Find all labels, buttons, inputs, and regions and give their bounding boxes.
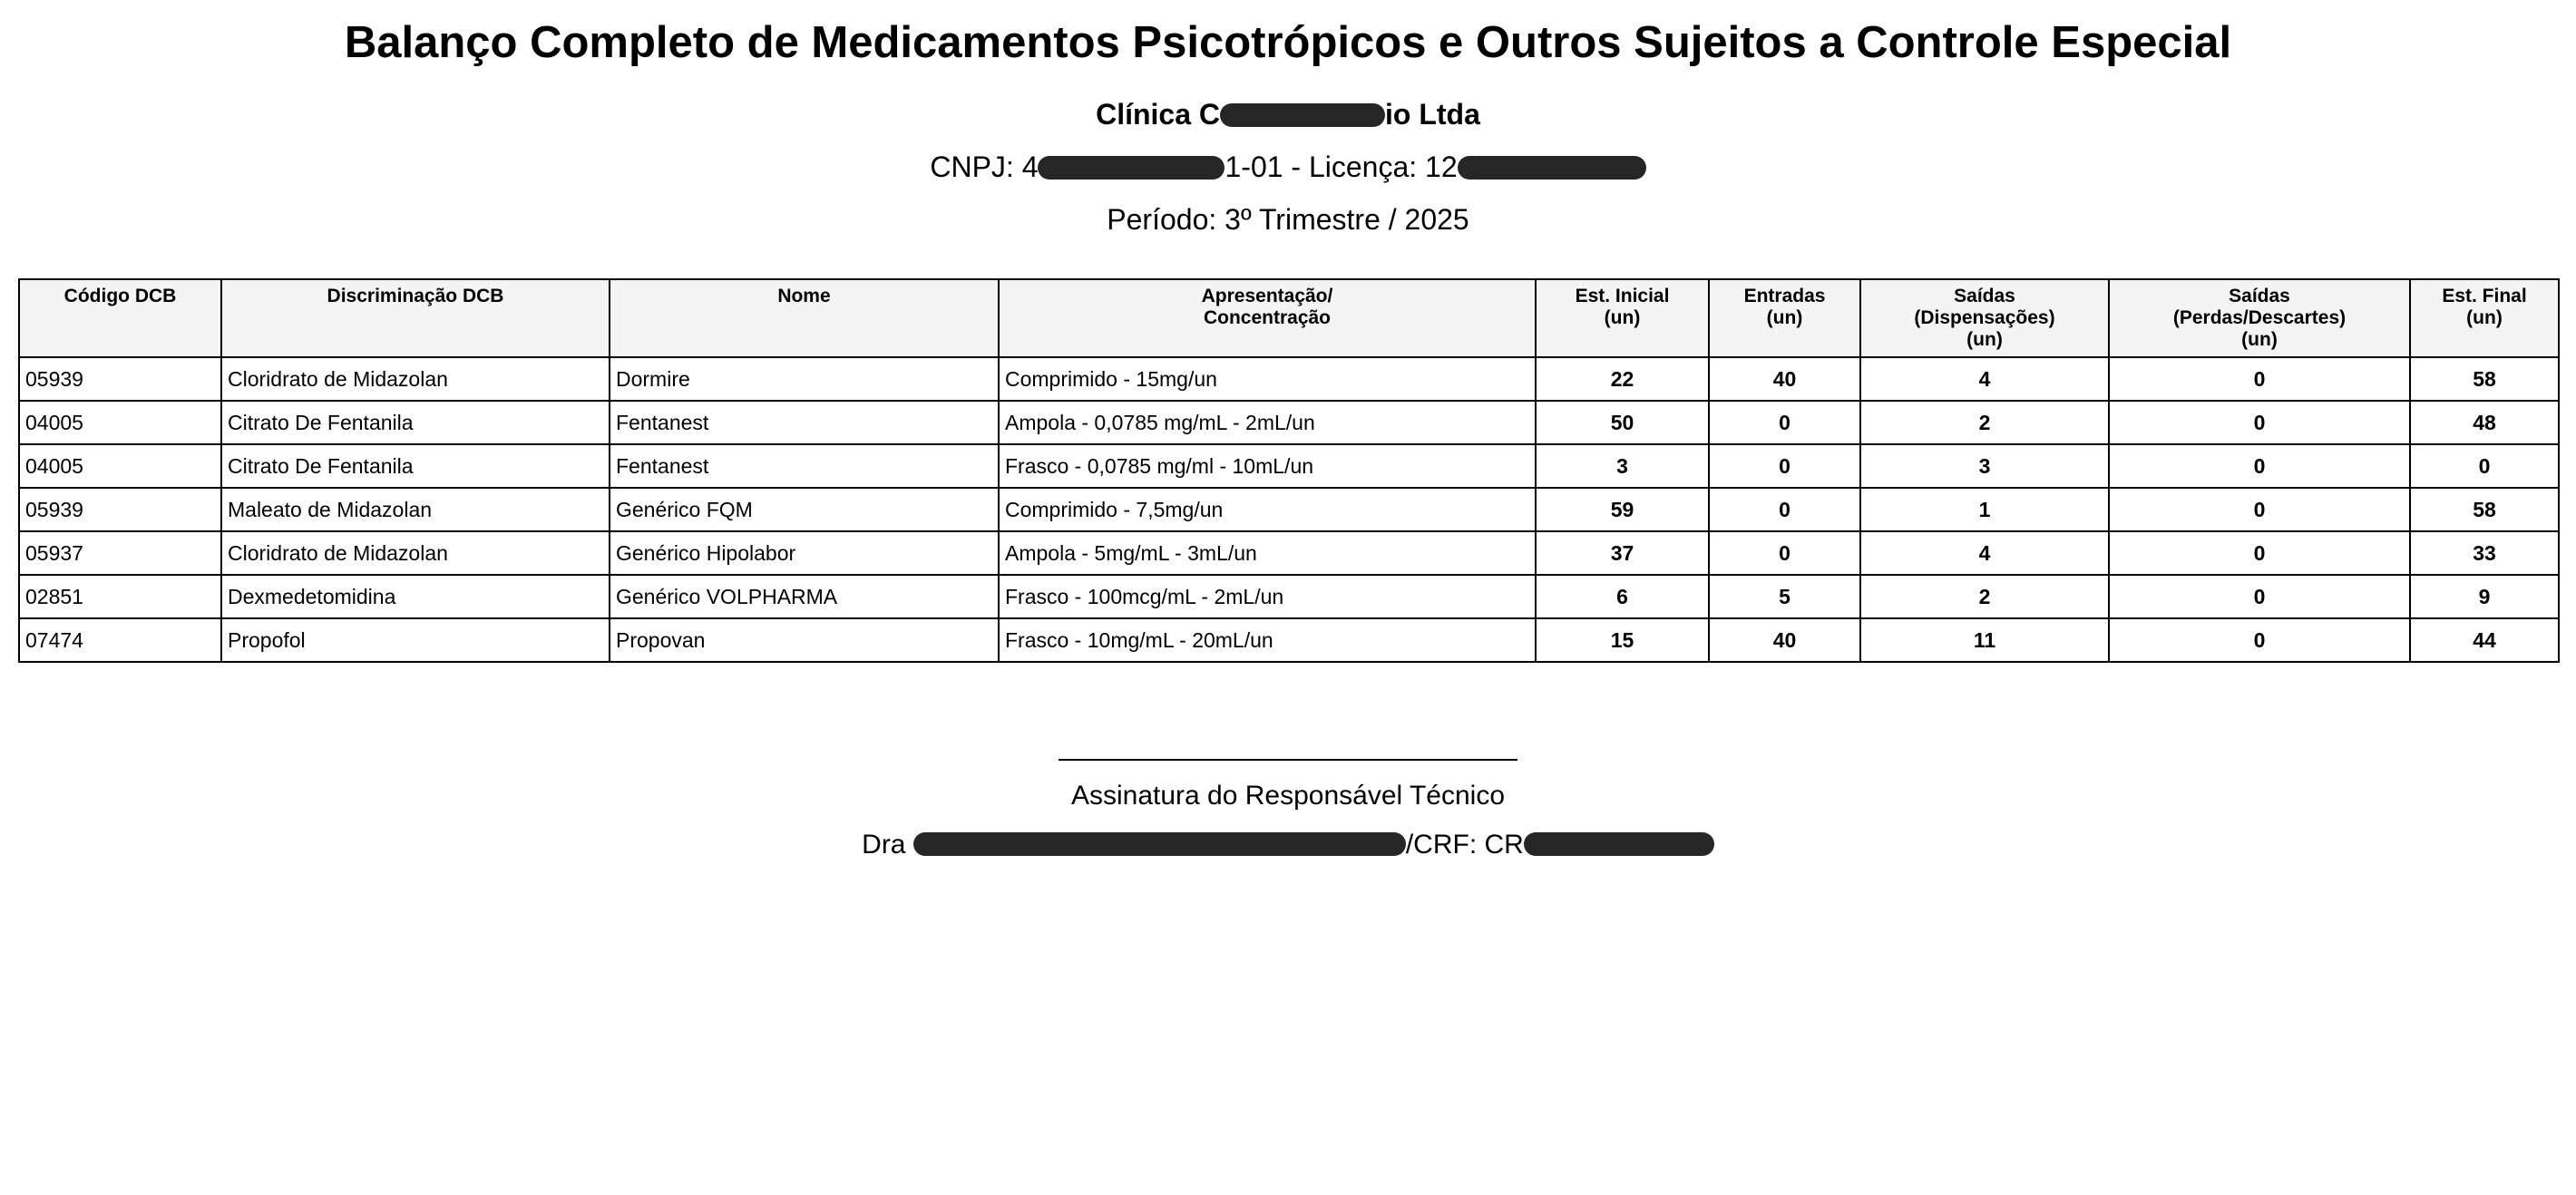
cell-discriminacao-dcb: Propofol <box>221 618 610 662</box>
signature-label: Assinatura do Responsável Técnico <box>1070 781 1506 811</box>
cell-nome: Fentanest <box>610 444 999 488</box>
cell-estoque-inicial: 37 <box>1536 531 1709 575</box>
cell-entradas: 0 <box>1709 488 1860 531</box>
table-row <box>19 618 2559 662</box>
column-header-codigo-dcb: Código DCB <box>19 279 221 357</box>
cell-apresentacao-concentracao: Frasco - 100mcg/mL - 2mL/un <box>999 575 1536 618</box>
cell-estoque-final: 9 <box>2410 575 2559 618</box>
cnpj-license-line <box>0 149 2576 185</box>
cell-saidas-perdas-descartes: 0 <box>2109 531 2410 575</box>
table-row <box>19 488 2559 531</box>
cell-estoque-final: 58 <box>2410 357 2559 401</box>
redaction-bar <box>1038 156 1225 180</box>
clinic-name <box>0 96 2576 132</box>
cell-estoque-inicial: 50 <box>1536 401 1709 444</box>
cell-entradas: 5 <box>1709 575 1860 618</box>
cell-discriminacao-dcb: Citrato De Fentanila <box>221 401 610 444</box>
table-header <box>19 279 2559 357</box>
cell-discriminacao-dcb: Cloridrato de Midazolan <box>221 357 610 401</box>
period-line: Período: 3º Trimestre / 2025 <box>1107 203 1469 236</box>
table-row <box>19 575 2559 618</box>
cell-entradas: 0 <box>1709 531 1860 575</box>
table-body <box>19 357 2559 662</box>
cell-codigo-dcb: 05937 <box>19 531 221 575</box>
redaction-bar <box>1524 832 1714 856</box>
header-row <box>19 279 2559 357</box>
cell-apresentacao-concentracao: Comprimido - 7,5mg/un <box>999 488 1536 531</box>
redaction-bar <box>1220 103 1385 127</box>
cnpj-license-text: 1-01 - Licença: 12 <box>1225 151 1458 183</box>
table-row <box>19 357 2559 401</box>
cell-codigo-dcb: 05939 <box>19 357 221 401</box>
cell-saidas-perdas-descartes: 0 <box>2109 575 2410 618</box>
cell-apresentacao-concentracao: Comprimido - 15mg/un <box>999 357 1536 401</box>
cell-estoque-inicial: 15 <box>1536 618 1709 662</box>
cell-saidas-dispensacoes: 2 <box>1860 575 2109 618</box>
cell-saidas-perdas-descartes: 0 <box>2109 488 2410 531</box>
cell-apresentacao-concentracao: Ampola - 5mg/mL - 3mL/un <box>999 531 1536 575</box>
column-header-nome: Nome <box>610 279 999 357</box>
column-header-entradas: Entradas (un) <box>1709 279 1860 357</box>
clinic-name-suffix: io Ltda <box>1385 98 1480 131</box>
column-header-apresentacao-concentracao: Apresentação/ Concentração <box>999 279 1536 357</box>
redaction-bar <box>1458 156 1646 180</box>
signature-registration-text: /CRF: CR <box>1405 830 1524 860</box>
table-row <box>19 444 2559 488</box>
cell-estoque-final: 33 <box>2410 531 2559 575</box>
cell-discriminacao-dcb: Dexmedetomidina <box>221 575 610 618</box>
cell-saidas-dispensacoes: 4 <box>1860 531 2109 575</box>
cell-saidas-dispensacoes: 3 <box>1860 444 2109 488</box>
cell-codigo-dcb: 04005 <box>19 444 221 488</box>
cell-saidas-dispensacoes: 11 <box>1860 618 2109 662</box>
medication-balance-table <box>18 278 2560 663</box>
cell-nome: Genérico Hipolabor <box>610 531 999 575</box>
cnpj-prefix: CNPJ: 4 <box>930 151 1039 183</box>
cell-apresentacao-concentracao: Ampola - 0,0785 mg/mL - 2mL/un <box>999 401 1536 444</box>
cell-estoque-final: 0 <box>2410 444 2559 488</box>
column-header-estoque-inicial: Est. Inicial (un) <box>1536 279 1709 357</box>
column-header-saidas-perdas-descartes: Saídas (Perdas/Descartes) (un) <box>2109 279 2410 357</box>
cell-saidas-perdas-descartes: 0 <box>2109 618 2410 662</box>
cell-nome: Dormire <box>610 357 999 401</box>
cell-apresentacao-concentracao: Frasco - 10mg/mL - 20mL/un <box>999 618 1536 662</box>
cell-codigo-dcb: 04005 <box>19 401 221 444</box>
cell-estoque-final: 44 <box>2410 618 2559 662</box>
cell-codigo-dcb: 05939 <box>19 488 221 531</box>
cell-saidas-perdas-descartes: 0 <box>2109 401 2410 444</box>
cell-nome: Fentanest <box>610 401 999 444</box>
cell-estoque-inicial: 6 <box>1536 575 1709 618</box>
cell-estoque-final: 48 <box>2410 401 2559 444</box>
clinic-name-prefix: Clínica C <box>1096 98 1221 131</box>
column-header-discriminacao-dcb: Discriminação DCB <box>221 279 610 357</box>
cell-saidas-perdas-descartes: 0 <box>2109 357 2410 401</box>
cell-entradas: 0 <box>1709 444 1860 488</box>
technical-responsible-name <box>0 827 2576 863</box>
cell-entradas: 40 <box>1709 357 1860 401</box>
cell-estoque-final: 58 <box>2410 488 2559 531</box>
table-row <box>19 401 2559 444</box>
cell-entradas: 0 <box>1709 401 1860 444</box>
cell-entradas: 40 <box>1709 618 1860 662</box>
cell-saidas-dispensacoes: 1 <box>1860 488 2109 531</box>
cell-saidas-perdas-descartes: 0 <box>2109 444 2410 488</box>
redaction-bar <box>913 832 1406 856</box>
cell-nome: Genérico FQM <box>610 488 999 531</box>
table-row <box>19 531 2559 575</box>
cell-codigo-dcb: 02851 <box>19 575 221 618</box>
cell-nome: Propovan <box>610 618 999 662</box>
signature-line <box>1059 759 1517 761</box>
column-header-saidas-dispensacoes: Saídas (Dispensações) (un) <box>1860 279 2109 357</box>
document-title: Balanço Completo de Medicamentos Psicotrópicos e Outros Sujeitos a Controle Especial <box>344 18 2232 67</box>
cell-nome: Genérico VOLPHARMA <box>610 575 999 618</box>
cell-estoque-inicial: 22 <box>1536 357 1709 401</box>
cell-saidas-dispensacoes: 2 <box>1860 401 2109 444</box>
signature-name-prefix: Dra <box>862 830 913 860</box>
cell-discriminacao-dcb: Cloridrato de Midazolan <box>221 531 610 575</box>
cell-codigo-dcb: 07474 <box>19 618 221 662</box>
cell-estoque-inicial: 59 <box>1536 488 1709 531</box>
cell-saidas-dispensacoes: 4 <box>1860 357 2109 401</box>
cell-discriminacao-dcb: Maleato de Midazolan <box>221 488 610 531</box>
cell-discriminacao-dcb: Citrato De Fentanila <box>221 444 610 488</box>
cell-apresentacao-concentracao: Frasco - 0,0785 mg/ml - 10mL/un <box>999 444 1536 488</box>
cell-estoque-inicial: 3 <box>1536 444 1709 488</box>
column-header-estoque-final: Est. Final (un) <box>2410 279 2559 357</box>
